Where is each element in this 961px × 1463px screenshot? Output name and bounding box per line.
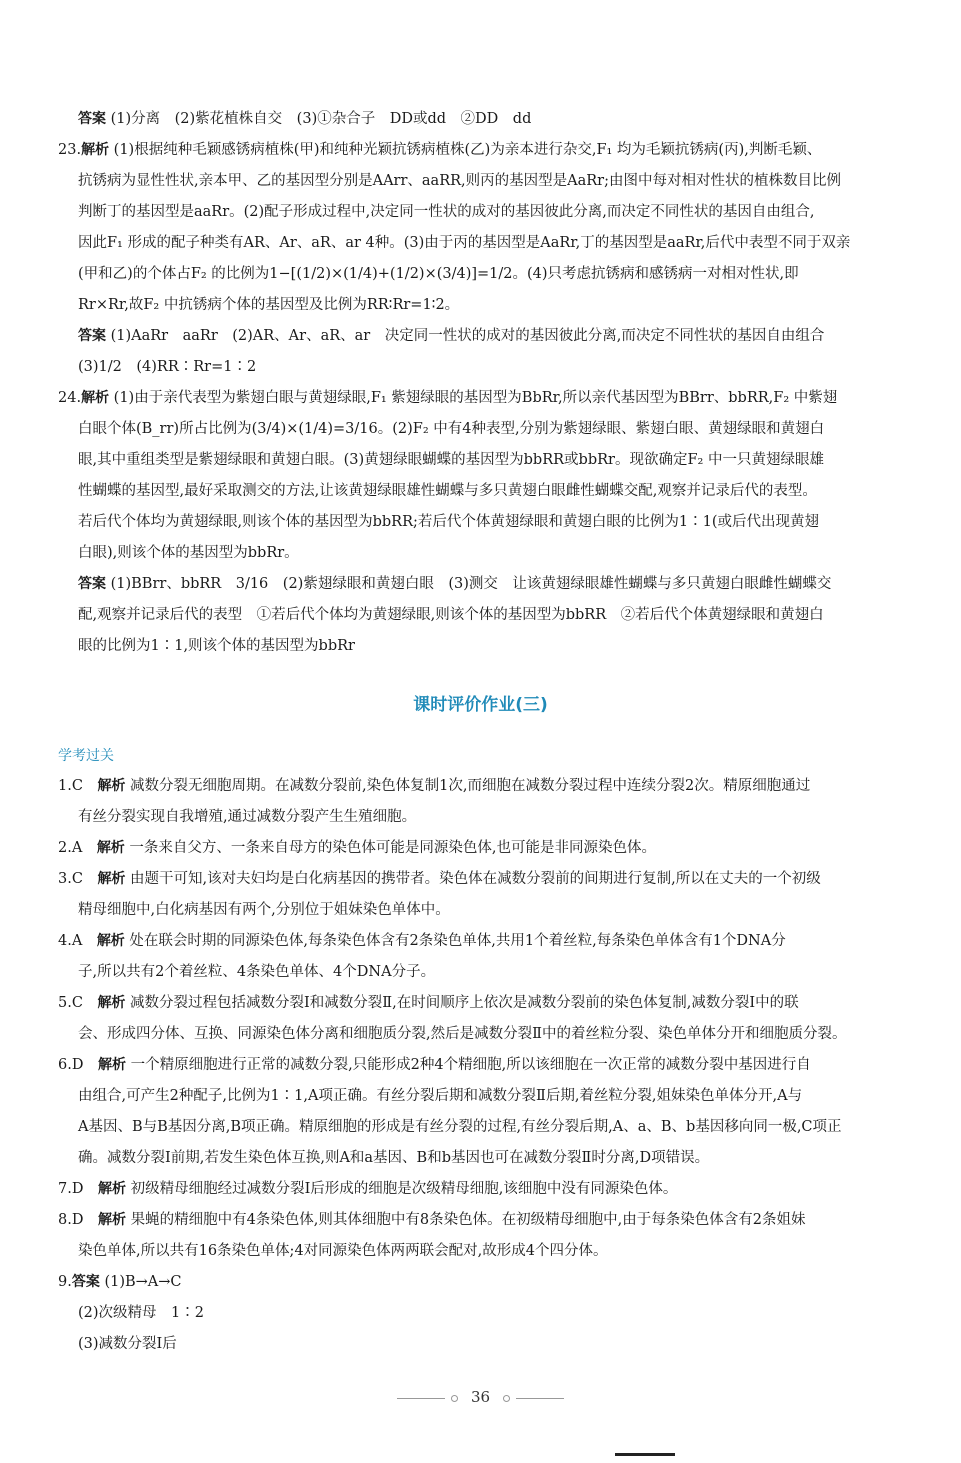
question-number: 9. bbox=[58, 1274, 72, 1290]
line-text: (甲和乙)的个体占F₂ 的比例为1−[(1/2)×(1/4)+(1/2)×(3/4)]=1/2。(4)只考虑抗锈病和感锈病一对相对性状,即 bbox=[78, 266, 799, 282]
text-line bbox=[58, 926, 920, 957]
text-line bbox=[58, 1298, 920, 1329]
text-line bbox=[58, 1205, 920, 1236]
keyword-label: 解析 bbox=[96, 840, 125, 856]
line-text: 确。减数分裂Ⅰ前期,若发生染色体互换,则A和a基因、B和b基因也可在减数分裂Ⅱ时分离,D项错误。 bbox=[78, 1150, 710, 1166]
text-line bbox=[58, 321, 920, 352]
text-line bbox=[58, 259, 920, 290]
line-text: 一个精原细胞进行正常的减数分裂,只能形成2种4个精细胞,所以该细胞在一次正常的减数分裂中基因进行自 bbox=[125, 1057, 811, 1073]
keyword-label: 答案 bbox=[71, 1274, 100, 1290]
line-text: 有丝分裂实现自我增殖,通过减数分裂产生生殖细胞。 bbox=[78, 809, 417, 825]
line-text: 减数分裂无细胞周期。在减数分裂前,染色体复制1次,而细胞在减数分裂过程中连续分裂2次。精原细胞通过 bbox=[125, 778, 811, 794]
answers-section-top bbox=[58, 104, 920, 662]
question-number: 2.A bbox=[58, 840, 97, 856]
text-line bbox=[58, 476, 920, 507]
text-line bbox=[58, 1329, 920, 1360]
line-text: (1)分离 (2)紫花植株自交 (3)①杂合子 DD或dd ②DD dd bbox=[106, 111, 532, 127]
text-line bbox=[58, 1050, 920, 1081]
text-line bbox=[58, 1174, 920, 1205]
line-text: Rr×Rr,故F₂ 中抗锈病个体的基因型及比例为RR∶Rr=1∶2。 bbox=[78, 297, 460, 313]
text-line bbox=[58, 833, 920, 864]
text-line bbox=[58, 383, 920, 414]
question-number: 4.A bbox=[58, 933, 97, 949]
text-line bbox=[58, 1267, 920, 1298]
text-line bbox=[58, 507, 920, 538]
line-text: 因此F₁ 形成的配子种类有AR、Ar、aR、ar 4种。(3)由于丙的基因型是AaRr,丁的基因型是aaRr,后代中表型不同于双亲 bbox=[78, 235, 851, 251]
page-footer bbox=[0, 1388, 961, 1406]
keyword-label: 解析 bbox=[96, 933, 125, 949]
question-number: 5.C bbox=[58, 995, 98, 1011]
line-text: 由题干可知,该对夫妇均是白化病基因的携带者。染色体在减数分裂前的间期进行复制,所以在丈夫的一个初级 bbox=[125, 871, 821, 887]
text-line bbox=[58, 771, 920, 802]
line-text: (1)B→A→C bbox=[99, 1274, 182, 1290]
text-line bbox=[58, 197, 920, 228]
text-line bbox=[58, 802, 920, 833]
question-number: 7.D bbox=[58, 1181, 98, 1197]
text-line bbox=[58, 1143, 920, 1174]
text-line bbox=[58, 600, 920, 631]
answers-section-bottom bbox=[58, 771, 920, 1360]
line-text: 精母细胞中,白化病基因有两个,分别位于姐妹染色单体中。 bbox=[78, 902, 450, 918]
text-line bbox=[58, 228, 920, 259]
question-number: 6.D bbox=[58, 1057, 98, 1073]
line-text: (1)BBrr、bbRR 3/16 (2)紫翅绿眼和黄翅白眼 (3)测交 让该黄翅绿眼雄性蝴蝶与多只黄翅白眼雌性蝴蝶交 bbox=[106, 576, 832, 592]
line-text: 配,观察并记录后代的表型 ①若后代个体均为黄翅绿眼,则该个体的基因型为bbRR ②若后代个体黄翅绿眼和黄翅白 bbox=[78, 607, 824, 623]
keyword-label: 解析 bbox=[97, 995, 126, 1011]
keyword-label: 答案 bbox=[78, 328, 106, 344]
text-line bbox=[58, 166, 920, 197]
text-line bbox=[58, 414, 920, 445]
line-text: 处在联会时期的同源染色体,每条染色体含有2条染色单体,共用1个着丝粒,每条染色单体含有1个DNA分 bbox=[124, 933, 786, 949]
line-text: 性蝴蝶的基因型,最好采取测交的方法,让该黄翅绿眼雄性蝴蝶与多只黄翅白眼雌性蝴蝶交配,观察并记录后代的表型。 bbox=[78, 483, 817, 499]
text-line bbox=[58, 631, 920, 662]
keyword-label: 解析 bbox=[97, 871, 126, 887]
keyword-label: 解析 bbox=[97, 778, 126, 794]
text-line bbox=[58, 864, 920, 895]
text-line bbox=[58, 135, 920, 166]
page-number: 36 bbox=[470, 1388, 491, 1406]
keyword-label: 解析 bbox=[81, 142, 110, 158]
question-number: 8.D bbox=[58, 1212, 98, 1228]
keyword-label: 答案 bbox=[78, 576, 106, 592]
question-number: 1.C bbox=[58, 778, 98, 794]
line-text: 白眼),则该个体的基因型为bbRr。 bbox=[78, 545, 299, 561]
text-line bbox=[58, 1081, 920, 1112]
text-line bbox=[58, 352, 920, 383]
line-text: 减数分裂过程包括减数分裂Ⅰ和减数分裂Ⅱ,在时间顺序上依次是减数分裂前的染色体复制,减数分裂Ⅰ中的联 bbox=[125, 995, 799, 1011]
footer-rule-left bbox=[397, 1398, 445, 1399]
section-title: 课时评价作业(三) bbox=[413, 695, 548, 715]
text-line bbox=[58, 445, 920, 476]
text-line bbox=[58, 104, 920, 135]
line-text: 眼的比例为1∶1,则该个体的基因型为bbRr bbox=[78, 638, 355, 654]
line-text: 由组合,可产生2种配子,比例为1∶1,A项正确。有丝分裂后期和减数分裂Ⅱ后期,着丝粒分裂,姐妹染色单体分开,A与 bbox=[78, 1088, 803, 1104]
text-line bbox=[58, 1236, 920, 1267]
text-line bbox=[58, 290, 920, 321]
line-text: 会、形成四分体、互换、同源染色体分离和细胞质分裂,然后是减数分裂Ⅱ中的着丝粒分裂、染色单体分开和细胞质分裂。 bbox=[78, 1026, 847, 1042]
footer-rule-right bbox=[516, 1398, 564, 1399]
text-line bbox=[58, 895, 920, 926]
line-text: 判断丁的基因型是aaRr。(2)配子形成过程中,决定同一性状的成对的基因彼此分离,而决定不同性状的基因自由组合, bbox=[78, 204, 815, 220]
keyword-label: 解析 bbox=[97, 1181, 126, 1197]
keyword-label: 解析 bbox=[97, 1212, 126, 1228]
line-text: 果蝇的精细胞中有4条染色体,则其体细胞中有8条染色体。在初级精母细胞中,由于每条染色体含有2条姐妹 bbox=[125, 1212, 806, 1228]
line-text: 初级精母细胞经过减数分裂Ⅰ后形成的细胞是次级精母细胞,该细胞中没有同源染色体。 bbox=[125, 1181, 678, 1197]
keyword-label: 解析 bbox=[97, 1057, 126, 1073]
section-tag: 学考过关 bbox=[58, 748, 114, 764]
keyword-label: 答案 bbox=[78, 111, 106, 127]
line-text: A基因、B与B基因分离,B项正确。精原细胞的形成是有丝分裂的过程,有丝分裂后期,A、a、B、b基因移向同一极,C项正 bbox=[78, 1119, 842, 1135]
line-text: (1)根据纯种毛颖感锈病植株(甲)和纯种光颖抗锈病植株(乙)为亲本进行杂交,F₁ 均为毛颖抗锈病(丙),判断毛颖、 bbox=[109, 142, 822, 158]
line-text: (3)1/2 (4)RR∶Rr=1∶2 bbox=[78, 359, 257, 375]
line-text: 眼,其中重组类型是紫翅绿眼和黄翅白眼。(3)黄翅绿眼蝴蝶的基因型为bbRR或bbRr。现欲确定F₂ 中一只黄翅绿眼雄 bbox=[78, 452, 824, 468]
line-text: 染色单体,所以共有16条染色单体;4对同源染色体两两联会配对,故形成4个四分体。 bbox=[78, 1243, 608, 1259]
line-text: (1)由于亲代表型为紫翅白眼与黄翅绿眼,F₁ 紫翅绿眼的基因型为BbRr,所以亲代基因型为BBrr、bbRR,F₂ 中紫翅 bbox=[109, 390, 838, 406]
question-number: 23. bbox=[58, 142, 82, 158]
line-text: 一条来自父方、一条来自母方的染色体可能是同源染色体,也可能是非同源染色体。 bbox=[124, 840, 657, 856]
line-text: 若后代个体均为黄翅绿眼,则该个体的基因型为bbRR;若后代个体黄翅绿眼和黄翅白眼的比例为1∶1(或后代出现黄翅 bbox=[78, 514, 819, 530]
text-line bbox=[58, 988, 920, 1019]
text-line bbox=[58, 1112, 920, 1143]
text-line bbox=[58, 1019, 920, 1050]
footer-dot-right bbox=[503, 1395, 510, 1402]
question-number: 24. bbox=[58, 390, 82, 406]
text-line bbox=[58, 538, 920, 569]
line-text: (2)次级精母 1∶2 bbox=[78, 1305, 204, 1321]
line-text: 白眼个体(B_rr)所占比例为(3/4)×(1/4)=3/16。(2)F₂ 中有4种表型,分别为紫翅绿眼、紫翅白眼、黄翅绿眼和黄翅白 bbox=[78, 421, 825, 437]
text-line bbox=[58, 569, 920, 600]
question-number: 3.C bbox=[58, 871, 98, 887]
text-line bbox=[58, 957, 920, 988]
keyword-label: 解析 bbox=[81, 390, 110, 406]
line-text: (3)减数分裂Ⅰ后 bbox=[78, 1336, 177, 1352]
line-text: 抗锈病为显性性状,亲本甲、乙的基因型分别是AArr、aaRR,则丙的基因型是AaRr;由图中每对相对性状的植株数目比例 bbox=[78, 173, 841, 189]
footer-dot-left bbox=[451, 1395, 458, 1402]
line-text: (1)AaRr aaRr (2)AR、Ar、aR、ar 决定同一性状的成对的基因彼此分离,而决定不同性状的基因自由组合 bbox=[106, 328, 825, 344]
line-text: 子,所以共有2个着丝粒、4条染色单体、4个DNA分子。 bbox=[78, 964, 436, 980]
bottom-edge-mark bbox=[615, 1453, 675, 1456]
